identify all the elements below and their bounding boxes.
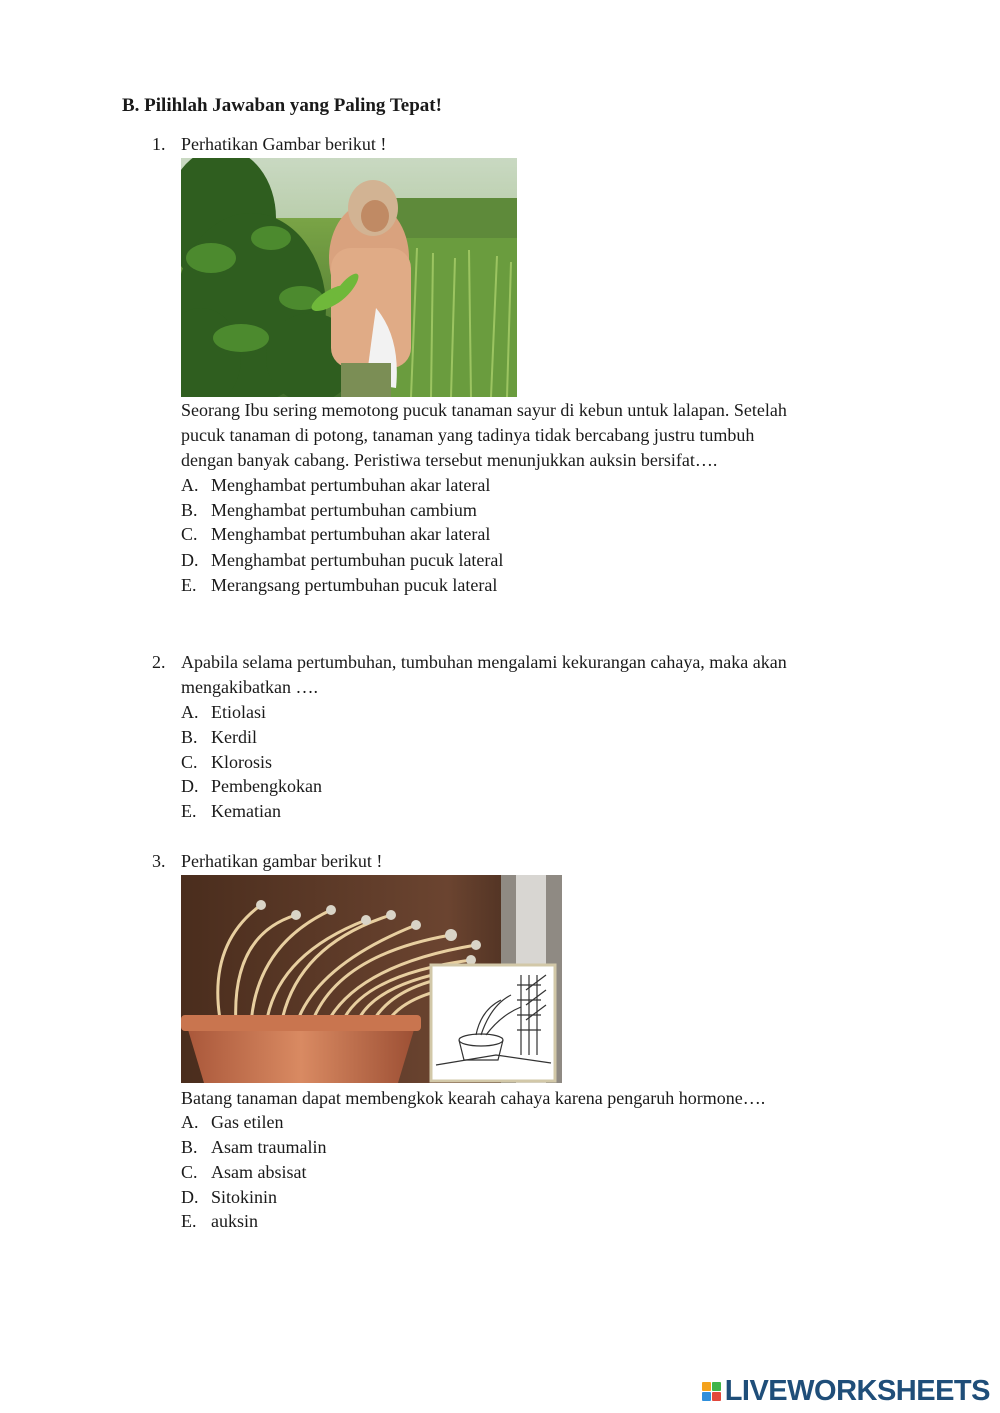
question-3-option-d[interactable] bbox=[181, 1187, 277, 1208]
question-1-option-d[interactable] bbox=[181, 550, 503, 571]
option-letter: C. bbox=[181, 524, 198, 544]
option-letter: C. bbox=[181, 1162, 198, 1182]
option-text: Sitokinin bbox=[211, 1187, 278, 1207]
question-3-number: 3. bbox=[152, 851, 166, 871]
option-letter: E. bbox=[181, 1211, 197, 1231]
section-heading: B. Pilihlah Jawaban yang Paling Tepat! bbox=[122, 95, 442, 116]
option-letter: E. bbox=[181, 801, 197, 821]
question-3-text-line-1: Batang tanaman dapat membengkok kearah cahaya karena pengaruh hormone…. bbox=[181, 1088, 766, 1108]
option-letter: C. bbox=[181, 752, 198, 772]
option-text: Kerdil bbox=[211, 727, 257, 747]
option-text: Merangsang pertumbuhan pucuk lateral bbox=[211, 575, 498, 595]
option-letter: B. bbox=[181, 1137, 198, 1157]
option-text: Gas etilen bbox=[211, 1112, 284, 1132]
question-3-option-b[interactable] bbox=[181, 1137, 326, 1158]
option-text: Kematian bbox=[211, 801, 281, 821]
question-1-text-line-2: pucuk tanaman di potong, tanaman yang tadinya tidak bercabang justru tumbuh bbox=[181, 425, 755, 445]
option-letter: A. bbox=[181, 475, 199, 495]
option-text: Menghambat pertumbuhan cambium bbox=[211, 500, 477, 520]
option-letter: B. bbox=[181, 500, 198, 520]
option-text: Klorosis bbox=[211, 752, 273, 772]
option-text: Asam traumalin bbox=[211, 1137, 327, 1157]
question-1-text-line-1: Seorang Ibu sering memotong pucuk tanaman sayur di kebun untuk lalapan. Setelah bbox=[181, 400, 787, 420]
woman-picking-vegetables-photo bbox=[181, 158, 517, 397]
question-1-option-a[interactable] bbox=[181, 475, 490, 496]
phototropism-photo bbox=[181, 875, 562, 1083]
option-letter: B. bbox=[181, 727, 198, 747]
question-1-number: 1. bbox=[152, 134, 166, 154]
question-3-option-a[interactable] bbox=[181, 1112, 283, 1133]
option-text: auksin bbox=[211, 1211, 258, 1231]
question-2-option-c[interactable] bbox=[181, 752, 272, 773]
brand-name: LIVEWORKSHEETS bbox=[724, 1374, 990, 1407]
question-2-option-d[interactable] bbox=[181, 776, 322, 797]
option-text: Menghambat pertumbuhan akar lateral bbox=[211, 524, 491, 544]
question-1-text-line-3: dengan banyak cabang. Peristiwa tersebut menunjukkan auksin bersifat…. bbox=[181, 450, 718, 470]
liveworksheets-brand[interactable] bbox=[702, 1374, 990, 1408]
option-letter: D. bbox=[181, 550, 199, 570]
question-3-prompt: Perhatikan gambar berikut ! bbox=[181, 851, 383, 871]
option-letter: A. bbox=[181, 1112, 199, 1132]
question-2-number: 2. bbox=[152, 652, 166, 672]
question-2-option-e[interactable] bbox=[181, 801, 281, 822]
option-text: Menghambat pertumbuhan pucuk lateral bbox=[211, 550, 504, 570]
option-letter: D. bbox=[181, 776, 199, 796]
question-2-text-line-1: Apabila selama pertumbuhan, tumbuhan mengalami kekurangan cahaya, maka akan bbox=[181, 652, 787, 672]
question-2-option-a[interactable] bbox=[181, 702, 266, 723]
question-3-option-e[interactable] bbox=[181, 1211, 258, 1232]
option-letter: E. bbox=[181, 575, 197, 595]
question-1-option-b[interactable] bbox=[181, 500, 477, 521]
question-1-prompt: Perhatikan Gambar berikut ! bbox=[181, 134, 387, 154]
option-letter: D. bbox=[181, 1187, 199, 1207]
question-2-text-line-2: mengakibatkan …. bbox=[181, 677, 318, 697]
question-2-option-b[interactable] bbox=[181, 727, 257, 748]
option-text: Asam absisat bbox=[211, 1162, 307, 1182]
question-1-option-e[interactable] bbox=[181, 575, 497, 596]
liveworksheets-logo-icon bbox=[702, 1382, 721, 1401]
option-text: Etiolasi bbox=[211, 702, 266, 722]
option-text: Pembengkokan bbox=[211, 776, 322, 796]
option-text: Menghambat pertumbuhan akar lateral bbox=[211, 475, 491, 495]
question-1-option-c[interactable] bbox=[181, 524, 490, 545]
question-3-option-c[interactable] bbox=[181, 1162, 306, 1183]
option-letter: A. bbox=[181, 702, 199, 722]
